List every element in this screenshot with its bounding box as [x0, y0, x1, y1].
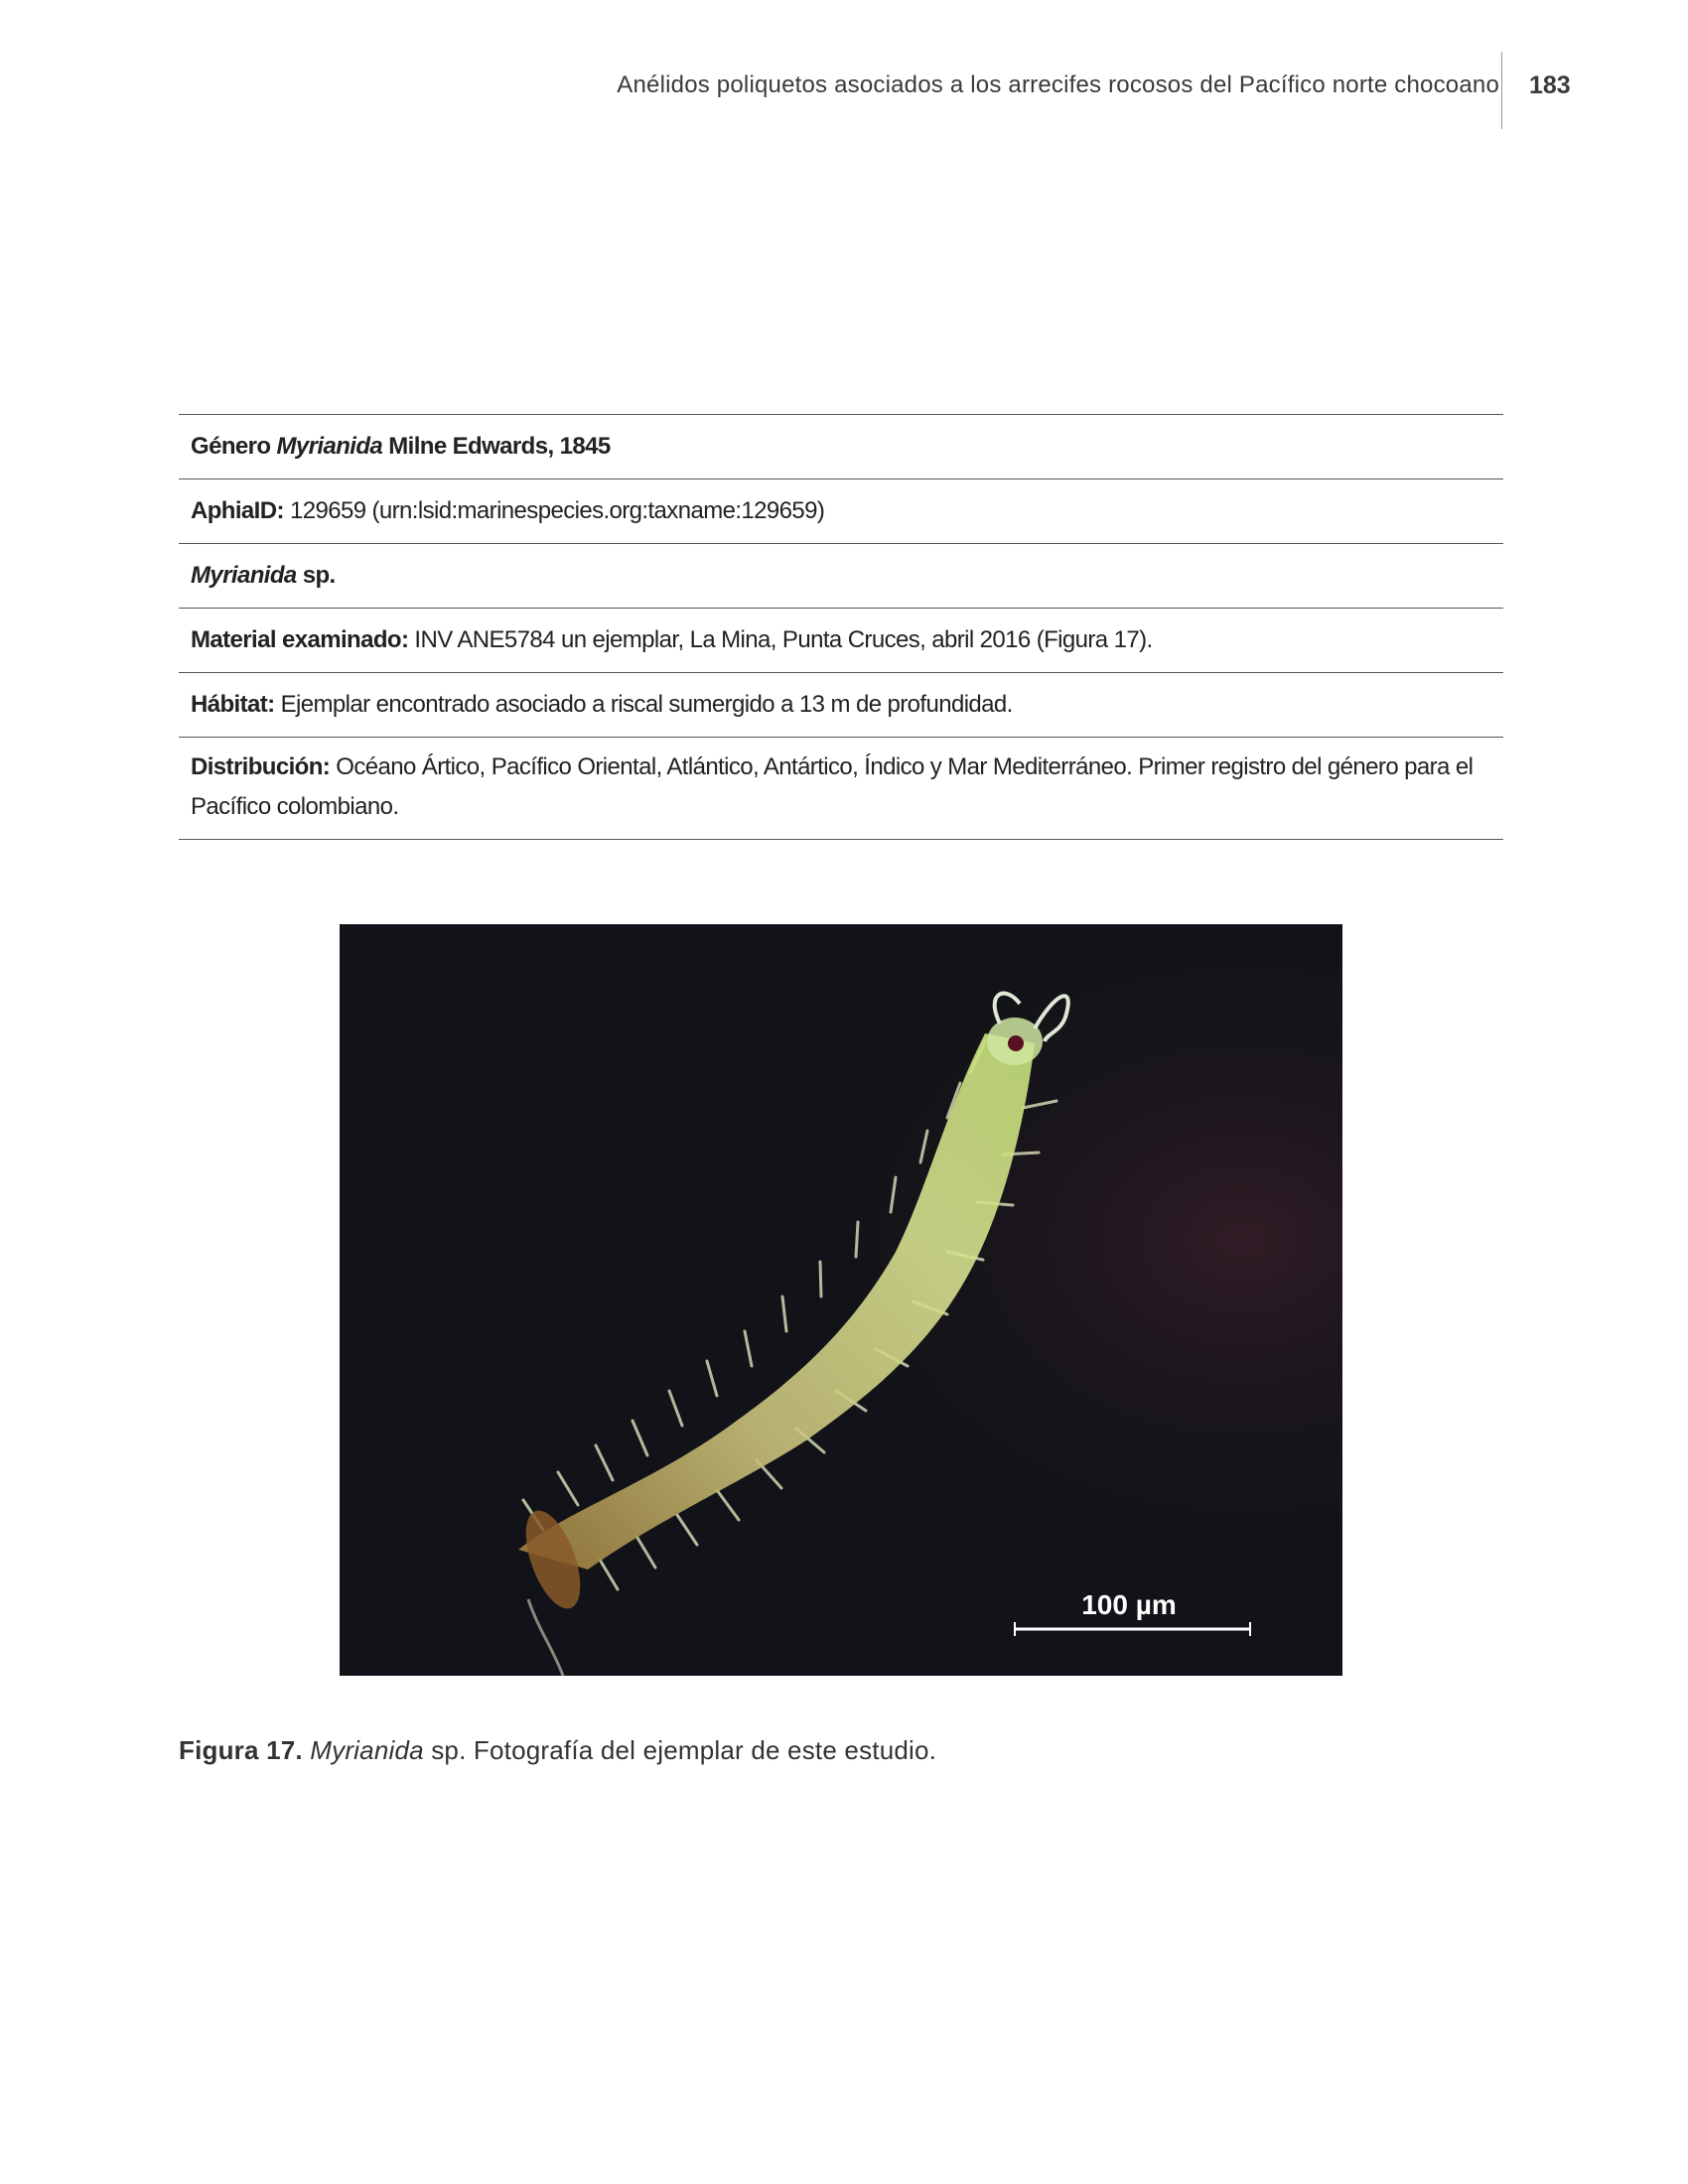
- figure-caption: [179, 1735, 936, 1766]
- header-divider: [1501, 52, 1502, 129]
- genus-authority: Milne Edwards, 1845: [388, 433, 611, 460]
- caption-label: Figura 17.: [179, 1735, 303, 1765]
- caption-taxon: Myrianida: [310, 1735, 424, 1765]
- genus-name: Myrianida: [276, 433, 383, 460]
- aphia-value: 129659 (urn:lsid:marinespecies.org:taxname:129659): [289, 497, 825, 524]
- material-row: [179, 609, 1503, 673]
- material-value: INV ANE5784 un ejemplar, La Mina, Punta Cruces, abril 2016 (Figura 17).: [414, 626, 1153, 653]
- aphia-row: [179, 479, 1503, 544]
- scale-bar-label: 100 µm: [1081, 1589, 1177, 1620]
- species-suffix: sp.: [302, 562, 336, 589]
- genus-row: [179, 415, 1503, 479]
- habitat-value: Ejemplar encontrado asociado a riscal sumergido a 13 m de profundidad.: [280, 691, 1013, 718]
- habitat-row: [179, 673, 1503, 738]
- running-title: Anélidos poliquetos asociados a los arrecifes rocosos del Pacífico norte chocoano: [617, 71, 1499, 98]
- distribution-value: Océano Ártico, Pacífico Oriental, Atlántico, Antártico, Índico y Mar Mediterráneo. Primer registro del género para el Pacífico colombiano.: [191, 753, 1474, 820]
- material-label: Material examinado:: [191, 626, 409, 653]
- page-number: 183: [1529, 71, 1571, 99]
- species-row: [179, 544, 1503, 609]
- distribution-label: Distribución:: [191, 753, 331, 780]
- aphia-label: AphiaID:: [191, 497, 284, 524]
- specimen-photograph: [340, 924, 1342, 1676]
- habitat-label: Hábitat:: [191, 691, 275, 718]
- distribution-row: [179, 738, 1503, 840]
- genus-prefix: Género: [191, 433, 271, 460]
- taxon-record-table: [179, 414, 1503, 840]
- caption-text: sp. Fotografía del ejemplar de este estudio.: [431, 1735, 937, 1765]
- species-name: Myrianida: [191, 562, 297, 589]
